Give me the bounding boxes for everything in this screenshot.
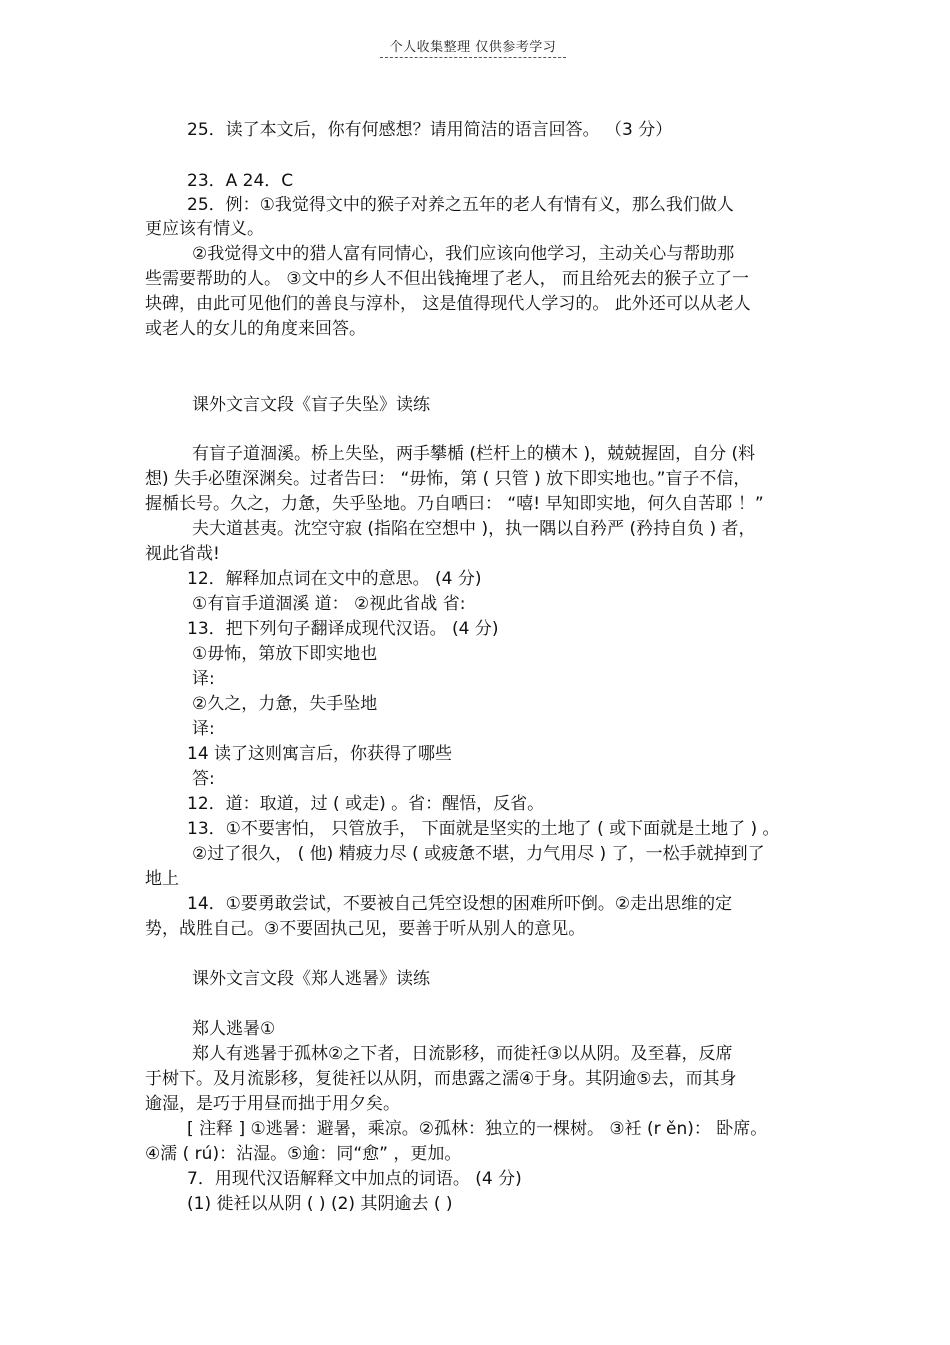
answer-13-line-2: ②过了很久， ( 他) 精疲力尽 ( 或疲惫不堪，力气用尽 ) 了，一松手就掉到了 [192, 844, 765, 864]
passage-zhengren-notes-1: [ 注释 ] ①逃暑：避暑，乘凉。②孤林：独立的一棵树。 ③衽 (r ěn)： 卧席。 [187, 1119, 768, 1139]
passage-mangzi-line-3: 握楯长号。久之，力惫，失乎坠地。乃自哂曰： “嘻! 早知即实地，何久自苦耶 ！” [145, 494, 764, 514]
passage-mangzi-line-4: 夫大道甚夷。沈空守寂 (指陷在空想中 )，执一隅以自矜严 (矜持自负 ) 者， [192, 519, 756, 539]
question-13-translate-1: 译: [192, 669, 215, 689]
section-title-zhengren: 课外文言文段《郑人逃暑》读练 [192, 969, 430, 989]
question-13-item-2: ②久之，力惫，失手坠地 [192, 694, 378, 714]
answer-14-line-1: 14．①要勇敢尝试，不要被自己凭空设想的困难所吓倒。②走出思维的定 [187, 894, 733, 914]
passage-zhengren-line-1: 郑人有逃暑于孤林②之下者，日流影移，而徙衽③以从阴。及至暮，反席 [192, 1044, 733, 1064]
answer-14-line-2: 势，战胜自己。③不要固执己见，要善于听从别人的意见。 [145, 919, 586, 939]
answer-25-line-4: 些需要帮助的人。 ③文中的乡人不但出钱掩埋了老人， 而且给死去的猴子立了一 [145, 269, 750, 289]
question-25: 25．读了本文后，你有何感想？请用简洁的语言回答。 （3 分） [187, 120, 673, 140]
question-13-translate-2: 译: [192, 719, 215, 739]
answer-25-line-2: 更应该有情义。 [145, 219, 264, 239]
question-12: 12．解释加点词在文中的意思。 (4 分) [187, 569, 482, 589]
answer-25-line-6: 或老人的女儿的角度来回答。 [145, 319, 366, 339]
answer-25-line-5: 块碑，由此可见他们的善良与淳朴， 这是值得现代人学习的。 此外还可以从老人 [145, 294, 751, 314]
passage-zhengren-notes-2: ④濡 ( rú)：沾湿。⑤逾：同“愈” ，更加。 [145, 1144, 462, 1164]
answer-25-line-1: 25．例：①我觉得文中的猴子对养之五年的老人有情有义，那么我们做人 [187, 195, 734, 215]
passage-mangzi-line-2: 想) 失手必堕深渊矣。过者告曰： “毋怖，第 ( 只管 ) 放下即实地也。”盲子不信， [145, 469, 751, 489]
answer-23-24: 23．A 24．C [187, 171, 294, 191]
answer-25-line-3: ②我觉得文中的猎人富有同情心，我们应该向他学习，主动关心与帮助那 [192, 244, 735, 264]
passage-mangzi-line-1: 有盲子道涸溪。桥上失坠，两手攀楯 (栏杆上的横木 )，兢兢握固，自分 (料 [192, 444, 756, 464]
question-13: 13．把下列句子翻译成现代汉语。 (4 分) [187, 619, 499, 639]
question-14: 14 读了这则寓言后，你获得了哪些 [187, 744, 453, 764]
question-14-answer-label: 答: [192, 769, 215, 789]
question-13-item-1: ①毋怖，第放下即实地也 [192, 644, 378, 664]
question-12-items: ①有盲手道涸溪 道： ②视此省战 省: [192, 594, 466, 614]
question-7: 7．用现代汉语解释文中加点的词语。 (4 分) [187, 1169, 522, 1189]
answer-12: 12．道：取道，过 ( 或走) 。省：醒悟，反省。 [187, 794, 545, 814]
section-title-mangzi: 课外文言文段《盲子失坠》读练 [192, 395, 430, 415]
answer-13-line-3: 地上 [145, 869, 179, 889]
passage-mangzi-line-5: 视此省哉! [145, 544, 220, 564]
header-underline [380, 57, 566, 58]
passage-zhengren-title: 郑人逃暑① [192, 1019, 276, 1039]
passage-zhengren-line-2: 于树下。及月流影移，复徙衽以从阴，而患露之濡④于身。其阴逾⑤去，而其身 [145, 1069, 737, 1089]
question-7-items: (1) 徙衽以从阴 ( ) (2) 其阴逾去 ( ) [187, 1194, 453, 1214]
passage-zhengren-line-3: 逾湿，是巧于用昼而拙于用夕矣。 [145, 1094, 400, 1114]
answer-13-line-1: 13．①不要害怕， 只管放手， 下面就是坚实的土地了 ( 或下面就是土地了 ) 。 [187, 819, 780, 839]
page-header: 个人收集整理 仅供参考学习 [389, 40, 557, 55]
